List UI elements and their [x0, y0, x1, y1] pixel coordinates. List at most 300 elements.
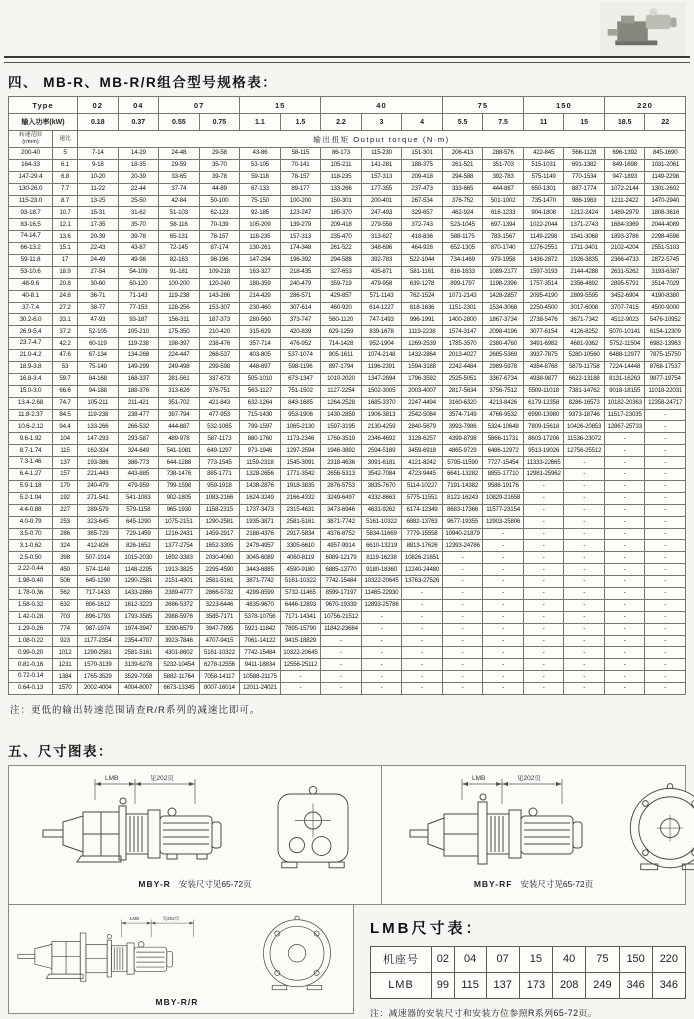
torque-cell: -	[280, 671, 321, 683]
torque-cell: 376-751	[199, 385, 240, 397]
torque-cell: 65-131	[159, 231, 200, 243]
spec-row	[9, 611, 686, 623]
torque-cell: -	[442, 552, 483, 564]
torque-cell: 221-443	[78, 469, 119, 481]
torque-cell: 91-181	[159, 266, 200, 278]
torque-cell: 149-299	[118, 362, 159, 374]
torque-cell: 1545-3091	[280, 457, 321, 469]
torque-cell: 1400-2800	[442, 314, 483, 326]
speed-range-cell: 2.22-0.44	[9, 564, 53, 576]
torque-cell: 13-25	[78, 195, 119, 207]
ratio-cell: 33.1	[53, 314, 78, 326]
torque-cell: 27-54	[78, 266, 119, 278]
torque-cell: 1149-2298	[645, 171, 686, 183]
torque-cell: 177-355	[361, 183, 402, 195]
torque-cell: 2354-4707	[118, 635, 159, 647]
torque-cell: 7875-15750	[645, 350, 686, 362]
torque-cell: 3923-7846	[159, 635, 200, 647]
lmb-table	[370, 946, 686, 999]
torque-cell: 2151-4301	[159, 576, 200, 588]
spec-row	[9, 599, 686, 611]
torque-cell: 70-139	[199, 219, 240, 231]
speed-range-cell: 8.7-1.74	[9, 445, 53, 457]
torque-cell: 1075-2151	[159, 516, 200, 528]
torque-cell: -	[604, 540, 645, 552]
spec-row	[9, 683, 686, 695]
torque-cell: 37-74	[159, 183, 200, 195]
input-power-value: 1.5	[280, 114, 321, 131]
input-power-value: 0.37	[118, 114, 159, 131]
torque-cell: 899-1797	[442, 278, 483, 290]
torque-cell: 7895-15790	[280, 623, 321, 635]
torque-cell: 1793-3585	[118, 611, 159, 623]
torque-cell: 288-576	[483, 148, 524, 160]
torque-cell: 238-476	[199, 338, 240, 350]
torque-cell: 4376-8752	[321, 528, 362, 540]
torque-cell: 373-747	[280, 314, 321, 326]
torque-cell: 696-1392	[604, 148, 645, 160]
speed-range-cell: 48-9.6	[9, 278, 53, 290]
torque-cell: 12556-25112	[280, 659, 321, 671]
torque-cell: 49-98	[118, 255, 159, 267]
torque-cell: 134-268	[118, 350, 159, 362]
torque-cell: -	[604, 659, 645, 671]
torque-cell: 2166-4332	[280, 492, 321, 504]
ratio-cell: 632	[53, 599, 78, 611]
torque-cell: 629-1259	[321, 326, 362, 338]
torque-cell: 93-187	[118, 314, 159, 326]
torque-cell: 1867-3734	[483, 314, 524, 326]
torque-cell: 1502-3005	[361, 385, 402, 397]
spec-row	[9, 576, 686, 588]
torque-cell: -	[604, 647, 645, 659]
torque-cell: 2685-5369	[483, 350, 524, 362]
torque-cell: 3871-7742	[321, 516, 362, 528]
torque-cell: 5161-10322	[199, 647, 240, 659]
lmb-value: 173	[519, 972, 552, 998]
torque-cell: 515-1031	[523, 159, 564, 171]
torque-cell: 3937-7875	[523, 350, 564, 362]
torque-cell: 77-153	[118, 302, 159, 314]
torque-cell: 5280-10560	[564, 350, 605, 362]
torque-cell: 2738-5476	[523, 314, 564, 326]
torque-cell: 313-626	[159, 385, 200, 397]
torque-cell: 4707-9415	[199, 635, 240, 647]
torque-cell: 897-1794	[321, 362, 362, 374]
ratio-cell: 324	[53, 540, 78, 552]
speed-range-cell: 1.58-0.32	[9, 599, 53, 611]
spec-row	[9, 552, 686, 564]
torque-cell: 130-261	[240, 243, 281, 255]
torque-cell: 8131-16263	[604, 373, 645, 385]
speed-range-cell: 115-23.0	[9, 195, 53, 207]
torque-cell: 3473-6946	[321, 504, 362, 516]
torque-cell: -	[523, 528, 564, 540]
torque-cell: 3671-7342	[564, 314, 605, 326]
type-size: 40	[321, 97, 443, 114]
torque-cell: 133-266	[321, 183, 362, 195]
torque-cell: 979-1958	[483, 255, 524, 267]
torque-cell: 50-100	[199, 195, 240, 207]
torque-cell: 462-924	[442, 207, 483, 219]
torque-cell: 1269-2539	[402, 338, 443, 350]
speed-range-cell: 1.42-0.28	[9, 611, 53, 623]
speed-range-cell: 83-16.5	[9, 219, 53, 231]
torque-cell: 10322-20645	[280, 647, 321, 659]
speed-range-cell: 4.4-0.88	[9, 504, 53, 516]
ratio-cell: 37.2	[53, 326, 78, 338]
mby-rr-model-label: MBY-R/R	[155, 996, 199, 1007]
spec-row	[9, 278, 686, 290]
input-power-value: 0.55	[159, 114, 200, 131]
torque-cell: 2876-5753	[321, 480, 362, 492]
torque-cell: -	[402, 587, 443, 599]
torque-cell: 1918-3835	[280, 480, 321, 492]
torque-cell: 3091-6181	[361, 457, 402, 469]
speed-range-cell: 7.3-1.46	[9, 457, 53, 469]
torque-cell: 268-537	[199, 350, 240, 362]
torque-cell: 351-702	[159, 397, 200, 409]
ratio-cell: 1012	[53, 647, 78, 659]
torque-cell: 1371-2743	[564, 219, 605, 231]
ratio-cell: 47.6	[53, 350, 78, 362]
torque-cell: 8286-16573	[564, 397, 605, 409]
speed-range-cell: 1.08-0.22	[9, 635, 53, 647]
torque-cell: 87-174	[199, 243, 240, 255]
torque-cell: -	[645, 564, 686, 576]
torque-cell: -	[645, 635, 686, 647]
torque-cell: -	[402, 659, 443, 671]
torque-cell: 10826-21651	[402, 552, 443, 564]
torque-cell: 476-952	[280, 338, 321, 350]
torque-cell: 10940-21879	[442, 528, 483, 540]
torque-cell: -	[564, 587, 605, 599]
mby-r-side-view-drawing	[37, 770, 247, 888]
torque-cell: 392-783	[483, 171, 524, 183]
torque-cell: 323-645	[78, 516, 119, 528]
torque-cell: 2318-4636	[321, 457, 362, 469]
lmb-note: 注：减速器的安装尺寸和安装方位参照R系列65-72页。	[370, 1007, 598, 1018]
torque-cell: 6446-12893	[280, 599, 321, 611]
torque-cell: 532-1065	[199, 421, 240, 433]
torque-cell: 3128-6257	[402, 433, 443, 445]
torque-cell: 60-119	[78, 338, 119, 350]
torque-cell: 185-370	[321, 207, 362, 219]
torque-cell: 563-1127	[240, 385, 281, 397]
torque-cell: 460-920	[321, 302, 362, 314]
torque-cell: 3947-7895	[199, 623, 240, 635]
torque-cell: 1065-2130	[280, 421, 321, 433]
lmb-value-row	[371, 972, 686, 998]
torque-cell: -	[564, 623, 605, 635]
input-power-value: 3	[361, 114, 402, 131]
torque-cell: 1377-2754	[159, 540, 200, 552]
torque-cell: 849-1698	[604, 159, 645, 171]
torque-cell: 986-1963	[564, 195, 605, 207]
torque-cell: -	[442, 659, 483, 671]
lmb-header-row	[371, 946, 686, 972]
input-power-value: 2.2	[321, 114, 362, 131]
torque-cell: 3707-7415	[604, 302, 645, 314]
torque-cell: -	[483, 587, 524, 599]
torque-cell: 2686-5372	[159, 599, 200, 611]
torque-cell: 464-928	[402, 243, 443, 255]
torque-cell: 30-60	[78, 278, 119, 290]
speed-range-cell: 2.5-0.50	[9, 552, 53, 564]
torque-cell: -	[402, 623, 443, 635]
type-size: 75	[442, 97, 523, 114]
torque-cell: 329-657	[402, 207, 443, 219]
torque-cell: 5882-11764	[159, 671, 200, 683]
torque-cell: -	[321, 647, 362, 659]
torque-cell: 35-70	[199, 159, 240, 171]
torque-cell: -	[645, 659, 686, 671]
torque-cell: 1216-2431	[159, 528, 200, 540]
torque-cell: -	[604, 611, 645, 623]
torque-cell: -	[564, 457, 605, 469]
torque-cell: -	[523, 504, 564, 516]
torque-cell: -	[604, 671, 645, 683]
torque-cell: -	[523, 587, 564, 599]
torque-cell: 188-376	[118, 385, 159, 397]
torque-cell: 1015-2030	[118, 552, 159, 564]
torque-cell: 17-35	[78, 219, 119, 231]
torque-cell: 3993-7986	[442, 421, 483, 433]
torque-cell: 35-70	[118, 219, 159, 231]
torque-cell: -	[523, 647, 564, 659]
type-header: Type	[9, 97, 78, 114]
torque-cell: 412-826	[78, 540, 119, 552]
torque-cell: 9877-19754	[645, 373, 686, 385]
torque-cell: 7-14	[78, 148, 119, 160]
torque-cell: 10-20	[78, 171, 119, 183]
torque-cell: 896-1793	[78, 611, 119, 623]
speed-range-cell: 21.0-4.2	[9, 350, 53, 362]
torque-cell: 904-1808	[523, 207, 564, 219]
speed-range-cell: 11.8-2.37	[9, 409, 53, 421]
torque-cell: 1652-3305	[199, 540, 240, 552]
type-size: 220	[604, 97, 685, 114]
torque-cell: 293-587	[118, 433, 159, 445]
torque-cell: 237-473	[402, 183, 443, 195]
torque-cell: 168-337	[118, 373, 159, 385]
ratio-cell: 286	[53, 528, 78, 540]
torque-cell: -	[604, 623, 645, 635]
torque-cell: 6673-13345	[159, 683, 200, 695]
spec-row	[9, 219, 686, 231]
torque-cell: -	[645, 671, 686, 683]
torque-cell: 4681-9362	[564, 338, 605, 350]
torque-cell: 327-653	[321, 266, 362, 278]
torque-cell: 89-177	[280, 183, 321, 195]
torque-cell: -	[442, 576, 483, 588]
torque-cell: 1022-2044	[523, 219, 564, 231]
torque-cell: 2003-4007	[402, 385, 443, 397]
torque-cell: 52-105	[78, 326, 119, 338]
mby-r-model-label: MBY-R	[138, 878, 171, 889]
input-power-value: 15	[564, 114, 605, 131]
torque-cell: 2525-5051	[442, 373, 483, 385]
torque-cell: 2102-4204	[604, 243, 645, 255]
torque-cell: 4332-8663	[361, 492, 402, 504]
torque-cell: 952-1904	[361, 338, 402, 350]
torque-cell: 1737-3473	[240, 504, 281, 516]
torque-cell: -	[645, 504, 686, 516]
torque-cell: 1612-3223	[118, 599, 159, 611]
torque-cell: 2872-5745	[645, 255, 686, 267]
torque-cell: 2809-5595	[564, 290, 605, 302]
torque-cell: -	[523, 611, 564, 623]
torque-cell: 71-143	[118, 290, 159, 302]
ratio-cell: 94.4	[53, 421, 78, 433]
torque-cell: 39-78	[199, 171, 240, 183]
product-photo	[600, 2, 686, 56]
ratio-cell: 5	[53, 148, 78, 160]
torque-cell: 115-230	[361, 148, 402, 160]
torque-cell: 333-665	[442, 183, 483, 195]
torque-cell: -	[645, 552, 686, 564]
speed-range-cell: 0.64-0.13	[9, 683, 53, 695]
torque-cell: 1438-2876	[240, 480, 281, 492]
torque-cell: 673-1347	[280, 373, 321, 385]
torque-cell: -	[321, 659, 362, 671]
ratio-cell: 137	[53, 457, 78, 469]
torque-cell: 734-1469	[442, 255, 483, 267]
torque-cell: 843-1685	[280, 397, 321, 409]
torque-cell: 267-534	[402, 195, 443, 207]
spec-row	[9, 171, 686, 183]
lmb-frame-size: 75	[586, 946, 619, 972]
spec-row	[9, 350, 686, 362]
speed-range-cell: 74-14.7	[9, 231, 53, 243]
torque-cell: 762-1524	[402, 290, 443, 302]
torque-cell: 489-978	[159, 433, 200, 445]
mby-rr-side-view-drawing	[15, 907, 249, 1003]
torque-cell: 1926-3835	[564, 255, 605, 267]
torque-cell: 8119-16238	[361, 552, 402, 564]
torque-cell: 4865-9729	[442, 445, 483, 457]
speed-range-cell: 200-40	[9, 148, 53, 160]
torque-cell: -	[483, 552, 524, 564]
torque-cell: 3542-7084	[361, 469, 402, 481]
torque-cell: 196-392	[280, 255, 321, 267]
torque-cell: 2917-5834	[280, 528, 321, 540]
torque-cell: 2013-4027	[442, 350, 483, 362]
speed-range-cell: 23.7-4.7	[9, 338, 53, 350]
torque-cell: 7191-14382	[442, 480, 483, 492]
torque-cell: -	[442, 683, 483, 695]
torque-cell: 10588-21175	[240, 671, 281, 683]
mby-rf-side-view-drawing	[404, 770, 614, 888]
spec-row	[9, 516, 686, 528]
torque-cell: 422-845	[523, 148, 564, 160]
torque-cell: -	[523, 552, 564, 564]
torque-cell: 119-238	[159, 290, 200, 302]
torque-cell: 616-1233	[483, 207, 524, 219]
torque-cell: 53-105	[240, 159, 281, 171]
torque-cell: 6278-12556	[199, 659, 240, 671]
ratio-cell: 506	[53, 576, 78, 588]
torque-cell: 1151-2301	[442, 302, 483, 314]
torque-cell: 9677-19355	[442, 516, 483, 528]
torque-cell: -	[483, 611, 524, 623]
torque-cell: 206-413	[442, 148, 483, 160]
torque-cell: 75-150	[240, 195, 281, 207]
torque-cell: 58-116	[159, 219, 200, 231]
mby-r-caption	[9, 878, 381, 890]
torque-cell: -	[604, 433, 645, 445]
torque-cell: 1808-3616	[645, 207, 686, 219]
torque-cell: 4004-8007	[118, 683, 159, 695]
input-power-value: 0.75	[199, 114, 240, 131]
torque-cell: 12893-25786	[361, 599, 402, 611]
spec-row	[9, 540, 686, 552]
ratio-cell: 253	[53, 516, 78, 528]
ratio-cell: 157	[53, 469, 78, 481]
torque-cell: 7727-15454	[483, 457, 524, 469]
torque-cell: 3871-7742	[240, 576, 281, 588]
torque-cell: 443-885	[118, 469, 159, 481]
torque-cell: 9670-19339	[321, 599, 362, 611]
torque-cell: -	[645, 421, 686, 433]
torque-cell: 11018-22031	[645, 385, 686, 397]
torque-cell: -	[604, 469, 645, 481]
torque-cell: 1711-3401	[564, 243, 605, 255]
type-row	[9, 97, 686, 114]
torque-cell: 43-87	[118, 243, 159, 255]
torque-cell: -	[564, 659, 605, 671]
torque-cell: -	[523, 540, 564, 552]
torque-cell: 887-1774	[564, 183, 605, 195]
spec-row	[9, 397, 686, 409]
torque-cell: 141-281	[361, 159, 402, 171]
type-size: 04	[118, 97, 159, 114]
torque-cell: 2631-5262	[604, 266, 645, 278]
torque-cell: 100-200	[159, 278, 200, 290]
torque-cell: 4384-8768	[523, 362, 564, 374]
torque-cell: 337-673	[199, 373, 240, 385]
speed-range-cell: 0.72-0.14	[9, 671, 53, 683]
torque-cell: 315-629	[240, 326, 281, 338]
torque-cell: 7061-14122	[240, 635, 281, 647]
torque-cell: 392-783	[361, 255, 402, 267]
input-power-value: 4	[402, 114, 443, 131]
torque-cell: -	[523, 683, 564, 695]
torque-cell: -	[483, 623, 524, 635]
torque-cell: 9180-18360	[361, 564, 402, 576]
torque-cell: 70-141	[280, 159, 321, 171]
torque-cell: 11465-22930	[361, 587, 402, 599]
torque-cell: 128-256	[159, 302, 200, 314]
torque-cell: 1212-2424	[564, 207, 605, 219]
torque-cell: -	[564, 504, 605, 516]
torque-cell: 240-479	[78, 480, 119, 492]
spec-row	[9, 647, 686, 659]
torque-cell: 429-857	[321, 290, 362, 302]
torque-cell: 1074-2148	[361, 350, 402, 362]
torque-cell: -	[604, 445, 645, 457]
spec-row	[9, 659, 686, 671]
torque-cell: 119-238	[78, 409, 119, 421]
torque-cell: 8683-17366	[442, 504, 483, 516]
torque-cell: 2988-5976	[159, 611, 200, 623]
torque-cell: 1276-2551	[523, 243, 564, 255]
torque-cell: -	[483, 599, 524, 611]
speed-range-cell: 147-29.4	[9, 171, 53, 183]
torque-cell: 2866-5732	[199, 587, 240, 599]
torque-cell: 2247-4494	[402, 397, 443, 409]
torque-cell: 209-418	[402, 171, 443, 183]
